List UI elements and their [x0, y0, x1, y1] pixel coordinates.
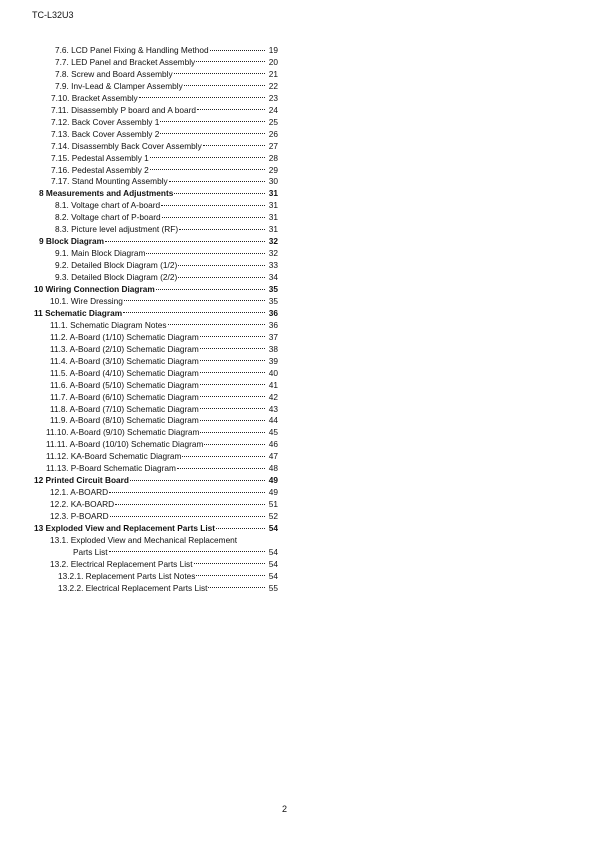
toc-entry: [0, 259, 595, 271]
toc-entry: [0, 355, 595, 367]
toc-entry-text: 11.2. A-Board (1/10) Schematic Diagram: [50, 331, 199, 342]
toc-entry-page: 49: [268, 475, 278, 486]
toc-entry: [0, 68, 595, 80]
toc-entry: [0, 486, 595, 498]
toc-entry-page: 31: [268, 200, 278, 211]
toc-leader-dots: [200, 360, 265, 361]
toc-leader-dots: [150, 169, 265, 170]
toc-entry-page: 28: [268, 152, 278, 163]
toc-entry: [0, 522, 595, 534]
toc-leader-dots: [123, 312, 265, 313]
toc-entry: [0, 379, 595, 391]
toc-entry-page: 29: [268, 164, 278, 175]
toc-entry-text: 11.1. Schematic Diagram Notes: [50, 319, 167, 330]
toc-entry: [0, 570, 595, 582]
toc-entry-page: 23: [268, 92, 278, 103]
toc-entry: [0, 343, 595, 355]
toc-entry-text: 12 Printed Circuit Board: [34, 475, 129, 486]
toc-entry-text: 12.1. A-BOARD: [50, 487, 109, 498]
toc-entry: [0, 558, 595, 570]
toc-leader-dots: [115, 504, 265, 505]
toc-leader-dots: [109, 551, 265, 552]
toc-leader-dots: [210, 50, 265, 51]
toc-entry-text: 11.11. A-Board (10/10) Schematic Diagram: [46, 439, 204, 450]
toc-entry-text: 11.5. A-Board (4/10) Schematic Diagram: [50, 367, 199, 378]
toc-entry-text: 13.2. Electrical Replacement Parts List: [50, 558, 193, 569]
toc-entry-text: 7.11. Disassembly P board and A board: [51, 104, 196, 115]
toc-entry-page: 31: [268, 224, 278, 235]
toc-entry-page: 52: [268, 511, 278, 522]
toc-entry-page: 41: [268, 379, 278, 390]
toc-entry-text: 11.12. KA-Board Schematic Diagram: [46, 451, 182, 462]
toc-entry-page: 54: [268, 523, 278, 533]
toc-entry-text: 10.1. Wire Dressing: [50, 295, 123, 306]
toc-entry: [0, 414, 595, 426]
toc-leader-dots: [130, 480, 265, 481]
toc-entry: [0, 92, 595, 104]
toc-entry: [0, 211, 595, 223]
toc-entry: [0, 391, 595, 403]
toc-entry: [0, 283, 595, 295]
toc-leader-dots: [162, 217, 265, 218]
toc-leader-dots: [178, 277, 265, 278]
toc-entry: [0, 307, 595, 319]
toc-entry-page: 54: [268, 570, 278, 581]
toc-entry: [0, 426, 595, 438]
toc-entry: [0, 140, 595, 152]
toc-entry-page: 48: [268, 463, 278, 474]
toc-leader-dots: [204, 444, 265, 445]
toc-entry-page: 22: [268, 80, 278, 91]
toc-entry: [0, 510, 595, 522]
toc-entry-page: 36: [268, 319, 278, 330]
toc-entry-page: 34: [268, 272, 278, 283]
toc-entry: [0, 175, 595, 187]
toc-leader-dots: [105, 241, 265, 242]
toc-leader-dots: [203, 145, 265, 146]
toc-entry: [0, 582, 595, 594]
toc-leader-dots: [200, 432, 265, 433]
toc-leader-dots: [196, 575, 265, 576]
toc-entry-text: 9.3. Detailed Block Diagram (2/2): [55, 272, 178, 283]
toc-leader-dots: [139, 97, 265, 98]
toc-entry-text: 12.2. KA-BOARD: [50, 499, 115, 510]
toc-leader-dots: [146, 253, 265, 254]
toc-entry-page: 33: [268, 260, 278, 271]
toc-entry: [0, 128, 595, 140]
toc-entry-page: 47: [268, 451, 278, 462]
toc-entry-text: 8.2. Voltage chart of P-board: [55, 212, 161, 223]
toc-entry: [0, 199, 595, 211]
toc-entry-page: 36: [268, 307, 278, 318]
toc-entry-page: 49: [268, 487, 278, 498]
toc-entry: [0, 152, 595, 164]
toc-entry-page: 55: [268, 582, 278, 593]
toc-entry-page: 27: [268, 140, 278, 151]
toc-leader-dots: [200, 336, 265, 337]
toc-entry-text: 7.13. Back Cover Assembly 2: [51, 128, 160, 139]
toc-leader-dots: [178, 265, 265, 266]
toc-entry-text: 7.7. LED Panel and Bracket Assembly: [55, 56, 196, 67]
toc-leader-dots: [160, 121, 265, 122]
toc-entry-page: 51: [268, 499, 278, 510]
toc-entry-text: 13.2.2. Electrical Replacement Parts List: [58, 582, 208, 593]
toc-entry: [0, 164, 595, 176]
toc-entry-page: 21: [268, 68, 278, 79]
toc-entry-text: 11 Schematic Diagram: [34, 307, 123, 318]
toc-entry-page: 40: [268, 367, 278, 378]
toc-entry-text: 13.2.1. Replacement Parts List Notes: [58, 570, 196, 581]
toc-entry: [0, 116, 595, 128]
toc-entry-page: 38: [268, 343, 278, 354]
toc-entry-text: 8.1. Voltage chart of A-board: [55, 200, 161, 211]
toc-leader-dots: [196, 61, 265, 62]
toc-entry-page: 24: [268, 104, 278, 115]
toc-entry-page: 37: [268, 331, 278, 342]
toc-entry-page: 30: [268, 176, 278, 187]
toc-entry: [0, 80, 595, 92]
toc-entry-page: 43: [268, 403, 278, 414]
toc-leader-dots: [200, 348, 265, 349]
toc-leader-dots: [177, 468, 265, 469]
toc-entry-text: 8 Measurements and Adjustments: [39, 188, 174, 199]
toc-entry: [0, 498, 595, 510]
toc-entry-text: 13.1. Exploded View and Mechanical Replacement: [50, 534, 238, 545]
toc-entry-text: 11.8. A-Board (7/10) Schematic Diagram: [50, 403, 199, 414]
toc-entry-page: 54: [268, 558, 278, 569]
toc-entry: [0, 247, 595, 259]
toc-entry-text: 7.6. LCD Panel Fixing & Handling Method: [55, 45, 209, 55]
toc-entry-page: 46: [268, 439, 278, 450]
toc-entry: [0, 44, 595, 56]
toc-leader-dots: [110, 516, 265, 517]
toc-leader-dots: [174, 73, 265, 74]
toc-entry-text: 7.16. Pedestal Assembly 2: [51, 164, 149, 175]
toc-entry-text: 11.6. A-Board (5/10) Schematic Diagram: [50, 379, 199, 390]
toc-entry-page: 35: [268, 284, 278, 294]
toc-entry: [0, 450, 595, 462]
toc-entry-text: 7.12. Back Cover Assembly 1: [51, 116, 160, 127]
toc-entry: [0, 367, 595, 379]
toc-leader-dots: [150, 157, 265, 158]
toc-entry: [0, 438, 595, 450]
toc-entry-text: 11.7. A-Board (6/10) Schematic Diagram: [50, 391, 199, 402]
toc-leader-dots: [124, 300, 265, 301]
toc-leader-dots: [168, 324, 265, 325]
toc-entry-page: 35: [268, 295, 278, 306]
toc-entry-text: 7.10. Bracket Assembly: [51, 92, 138, 103]
toc-entry-text: 12.3. P-BOARD: [50, 511, 109, 522]
toc-leader-dots: [184, 85, 265, 86]
toc-entry-page: 32: [268, 236, 278, 247]
toc-entry-page: 25: [268, 116, 278, 127]
toc-leader-dots: [160, 133, 265, 134]
toc-entry-page: 45: [268, 427, 278, 438]
toc-entry: [0, 331, 595, 343]
toc-leader-dots: [208, 587, 265, 588]
document-model-header: TC-L32U3: [32, 10, 74, 20]
toc-entry: [0, 223, 595, 235]
toc-entry-text: 9.1. Main Block Diagram: [55, 248, 146, 259]
toc-leader-dots: [200, 420, 265, 421]
toc-leader-dots: [200, 408, 265, 409]
toc-entry: [0, 271, 595, 283]
toc-entry-text: 11.4. A-Board (3/10) Schematic Diagram: [50, 355, 199, 366]
toc-leader-dots: [200, 372, 265, 373]
toc-leader-dots: [156, 289, 265, 290]
toc-entry: [0, 534, 595, 546]
page-number: 2: [282, 804, 288, 814]
toc-entry: [0, 474, 595, 486]
toc-entry: [0, 319, 595, 331]
toc-entry: [0, 462, 595, 474]
toc-entry-text: 13 Exploded View and Replacement Parts List: [34, 523, 216, 533]
toc-entry-page: 31: [268, 188, 278, 199]
toc-entry: [0, 546, 595, 558]
toc-entry-page: 20: [268, 56, 278, 67]
toc-entry-text: 9 Block Diagram: [39, 236, 105, 247]
toc-leader-dots: [200, 384, 265, 385]
toc-entry-text: 11.9. A-Board (8/10) Schematic Diagram: [50, 415, 199, 426]
toc-leader-dots: [182, 456, 265, 457]
toc-leader-dots: [194, 563, 266, 564]
toc-entry-text: 10 Wiring Connection Diagram: [34, 284, 155, 294]
toc-entry: [0, 56, 595, 68]
toc-entry-text: 11.3. A-Board (2/10) Schematic Diagram: [50, 343, 199, 354]
toc-entry-page: 54: [268, 546, 278, 557]
toc-entry-text: 7.17. Stand Mounting Assembly: [51, 176, 168, 187]
toc-leader-dots: [197, 109, 265, 110]
toc-entry-text: Parts List: [73, 546, 108, 557]
toc-entry-text: 11.10. A-Board (9/10) Schematic Diagram: [46, 427, 200, 438]
toc-entry-page: 31: [268, 212, 278, 223]
toc-entry-page: 39: [268, 355, 278, 366]
toc-entry-page: 42: [268, 391, 278, 402]
toc-leader-dots: [216, 528, 265, 529]
toc-entry-page: 32: [268, 248, 278, 259]
toc-entry: [0, 104, 595, 116]
toc-entry-text: 7.9. Inv-Lead & Clamper Assembly: [55, 80, 183, 91]
toc-leader-dots: [161, 205, 265, 206]
toc-entry: [0, 295, 595, 307]
toc-entry-text: 9.2. Detailed Block Diagram (1/2): [55, 260, 178, 271]
toc-entry-text: 11.13. P-Board Schematic Diagram: [46, 463, 176, 474]
toc-leader-dots: [174, 193, 265, 194]
toc-entry: [0, 403, 595, 415]
toc-entry: [0, 235, 595, 247]
toc-entry: [0, 187, 595, 199]
toc-leader-dots: [200, 396, 265, 397]
toc-leader-dots: [179, 229, 265, 230]
toc-entry-page: 19: [268, 45, 278, 55]
toc-entry-text: 8.3. Picture level adjustment (RF): [55, 224, 179, 235]
toc-entry-text: 7.15. Pedestal Assembly 1: [51, 152, 149, 163]
toc-entry-page: 26: [268, 128, 278, 139]
toc-entry-text: 7.14. Disassembly Back Cover Assembly: [51, 140, 202, 151]
toc-leader-dots: [169, 181, 265, 182]
toc-entry-text: 7.8. Screw and Board Assembly: [55, 68, 173, 79]
toc-entry-page: 44: [268, 415, 278, 426]
toc-leader-dots: [109, 492, 265, 493]
